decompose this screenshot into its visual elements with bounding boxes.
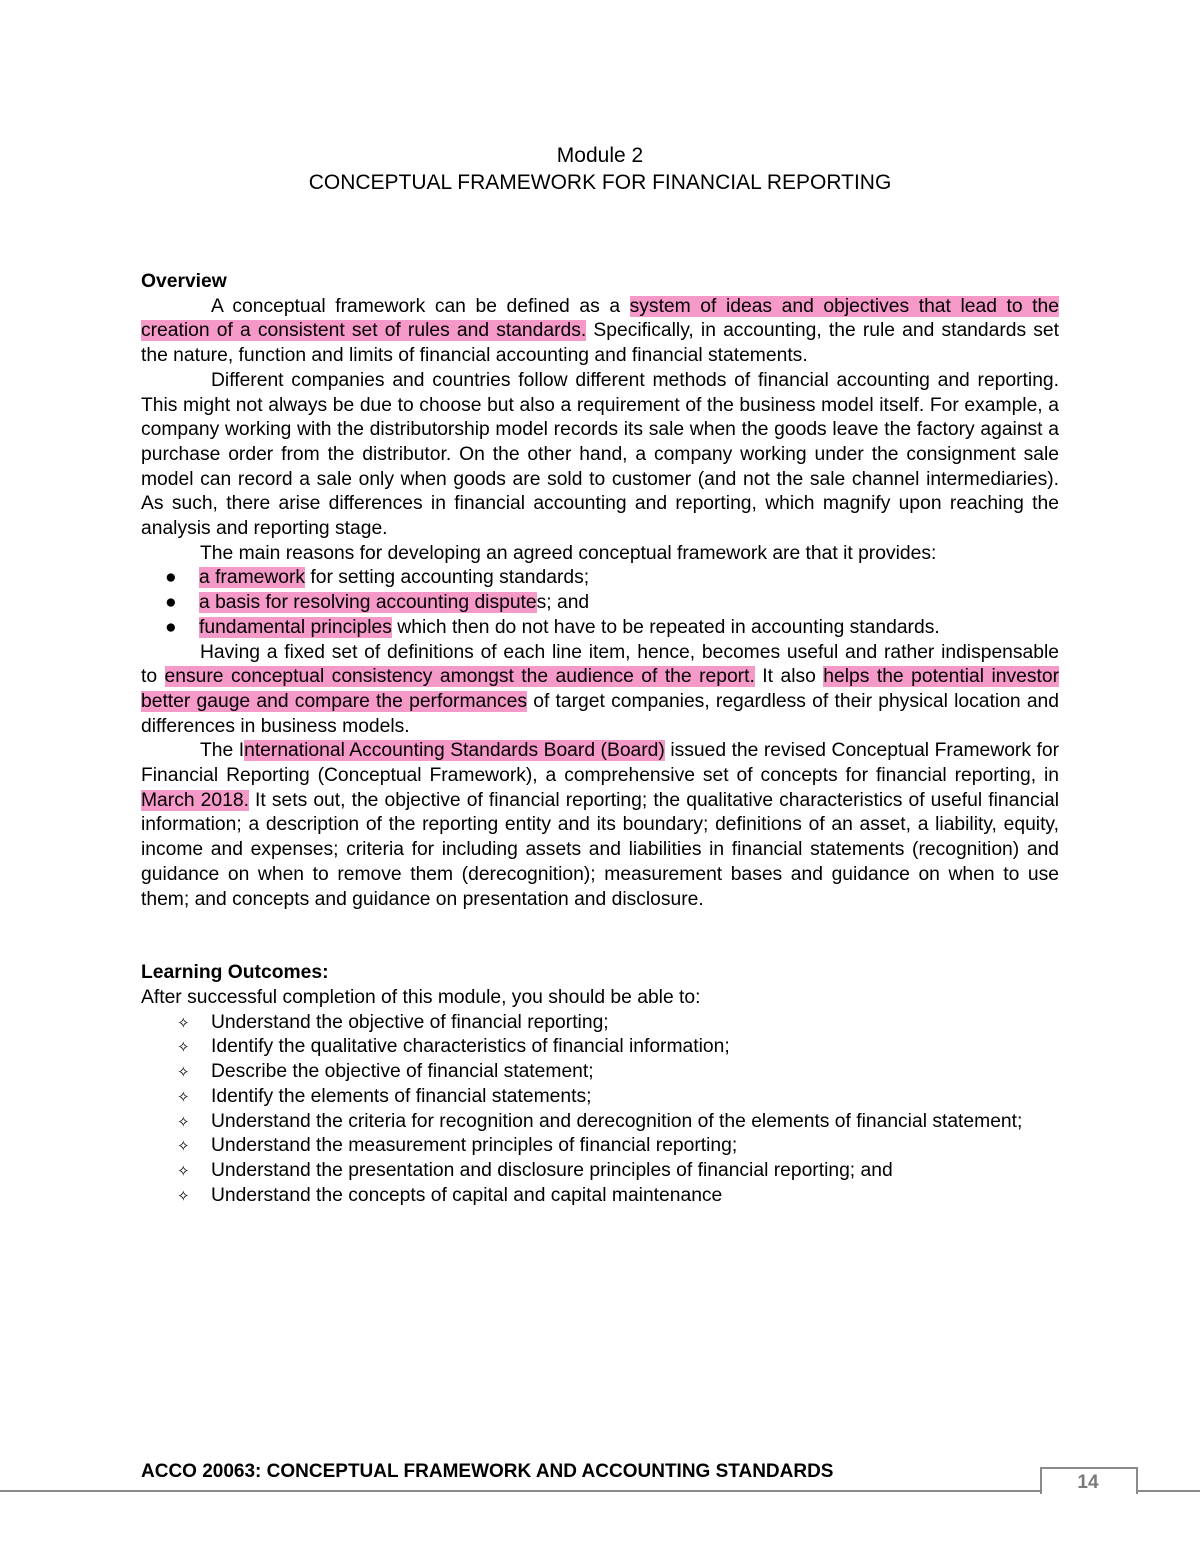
list-item [141, 566, 1059, 591]
list-item [141, 616, 1059, 641]
highlighted-text: fundamental principles [199, 616, 392, 638]
learning-outcomes-list [141, 1011, 1059, 1209]
list-item [141, 1085, 1059, 1110]
four-point-star-icon: ✧ [177, 1137, 190, 1156]
highlighted-text: a framework [199, 567, 306, 589]
module-number: Module 2 [556, 144, 644, 167]
list-item [141, 1184, 1059, 1209]
overview-paragraph-4 [141, 641, 1059, 740]
outcome-text: Understand the objective of financial reporting; [211, 1011, 609, 1033]
four-point-star-icon: ✧ [177, 1087, 190, 1106]
list-item [141, 1134, 1059, 1159]
outcome-text: Identify the elements of financial statements; [211, 1085, 592, 1107]
highlighted-text: helps the potential investor better gauge and compare the performances [141, 666, 1059, 712]
outcome-text: Describe the objective of financial statement; [211, 1061, 594, 1083]
text-run: which then do not have to be repeated in accounting standards. [391, 616, 940, 638]
text-run: Specifically, in accounting, the rule and standards set the nature, function and limits of financial accounting and financial statements. [141, 320, 1059, 367]
text-run: It sets out, the objective of financial reporting; the qualitative characteristics of useful financial information; a description of the reporting entity and its boundary; definitions of an asset, a liability, equity, income and expenses; criteria for including assets and liabilities in financial statements (recognition) and guidance on when to remove them (derecognition); measurement bases and guidance on when to use them; and concepts and guidance on presentation and disclosure. [141, 789, 1059, 910]
highlighted-text: a basis for resolving accounting dispute [199, 592, 537, 614]
highlighted-text: March 2018. [141, 789, 249, 811]
list-item [141, 1110, 1059, 1135]
four-point-star-icon: ✧ [177, 1063, 190, 1082]
highlighted-text: ensure conceptual consistency amongst the audience of the report. [164, 666, 755, 688]
text-run: for setting accounting standards; [305, 567, 590, 589]
text-run: issued the revised Conceptual Framework for Financial Reporting (Conceptual Framework), a comprehensive set of concepts for financial reporting, in [141, 740, 1059, 787]
overview-paragraph-2: Different companies and countries follow different methods of financial accounting and reporting. This might not always be due to choose but also a requirement of the business model itself. For example, a company working with the distributorship model records its sale when the goods leave the factory against a purchase order from the distributor. On the other hand, a company working under the consignment sale model can record a sale only when goods are sold to customer (and not the sale channel intermediaries). As such, there arise differences in financial accounting and reporting, which magnify upon reaching the analysis and reporting stage. [141, 369, 1059, 540]
overview-paragraph-3: The main reasons for developing an agreed conceptual framework are that it provides: [200, 542, 937, 564]
outcome-text: Understand the criteria for recognition and derecognition of the elements of financial statement; [211, 1110, 1023, 1132]
text-run: of target companies, regardless of their physical location and differences in business models. [141, 690, 1059, 737]
highlighted-text: nternational Accounting Standards Board (Board) [244, 740, 665, 762]
highlighted-text: system of ideas and objectives that lead to the creation of a consistent set of rules and standards. [141, 295, 1059, 342]
text-run: The I [200, 740, 245, 762]
learning-outcomes-heading: Learning Outcomes: [141, 962, 329, 984]
list-item [141, 1159, 1059, 1184]
footer-rule [0, 1490, 1040, 1492]
overview-heading: Overview [141, 271, 227, 292]
bullet-dot-icon: ● [165, 567, 177, 589]
text-run: It also [754, 666, 824, 688]
four-point-star-icon: ✧ [177, 1013, 190, 1032]
outcome-text: Understand the concepts of capital and capital maintenance [211, 1184, 723, 1206]
reasons-list [141, 566, 1059, 640]
bullet-dot-icon: ● [165, 592, 177, 614]
module-title-block [0, 142, 1200, 196]
outcome-text: Identify the qualitative characteristics of financial information; [211, 1036, 730, 1058]
four-point-star-icon: ✧ [177, 1038, 190, 1057]
overview-paragraph-1 [141, 295, 1059, 369]
module-subtitle: CONCEPTUAL FRAMEWORK FOR FINANCIAL REPORTING [308, 171, 892, 194]
module-content [141, 270, 1059, 1208]
bullet-dot-icon: ● [165, 616, 177, 638]
text-run: s; and [536, 592, 590, 614]
list-item [141, 1011, 1059, 1036]
four-point-star-icon: ✧ [177, 1186, 190, 1205]
list-item [141, 1035, 1059, 1060]
section-spacer [141, 912, 1059, 961]
footer-rule [1136, 1490, 1200, 1492]
outcome-text: Understand the presentation and disclosure principles of financial reporting; and [211, 1159, 893, 1181]
outcome-text: Understand the measurement principles of financial reporting; [211, 1135, 738, 1157]
list-item [141, 1060, 1059, 1085]
page-number: 14 [1077, 1472, 1099, 1493]
text-run: A conceptual framework can be defined as a [211, 295, 630, 317]
list-item [141, 591, 1059, 616]
learning-outcomes-intro: After successful completion of this module, you should be able to: [141, 986, 701, 1008]
four-point-star-icon: ✧ [177, 1161, 190, 1180]
text-run: Having a fixed set of definitions of each line item, hence, becomes useful and rather indispensable to [141, 641, 1059, 688]
four-point-star-icon: ✧ [177, 1112, 190, 1131]
overview-paragraph-5 [141, 739, 1059, 912]
footer-course-title: ACCO 20063: CONCEPTUAL FRAMEWORK AND ACCOUNTING STANDARDS [141, 1461, 834, 1482]
